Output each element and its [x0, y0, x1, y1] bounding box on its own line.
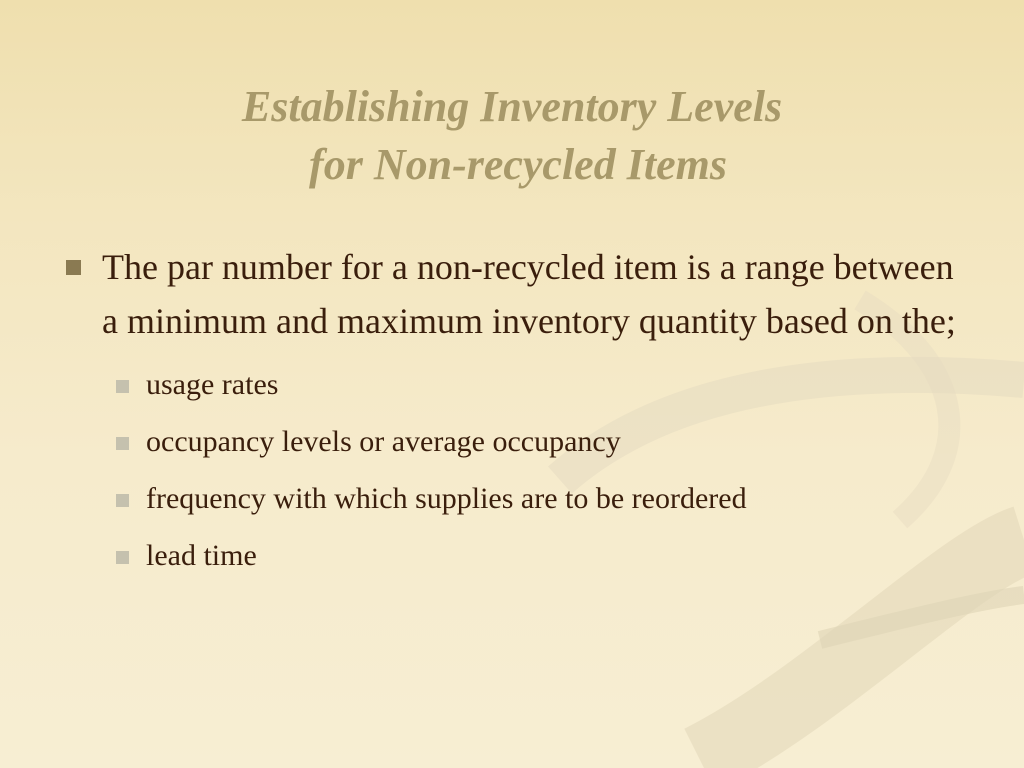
sub-bullet-item	[116, 527, 960, 584]
square-bullet-icon	[116, 437, 129, 450]
square-bullet-icon	[116, 494, 129, 507]
square-bullet-icon	[66, 260, 81, 275]
sub-bullet-item	[116, 356, 960, 413]
slide-title	[0, 78, 1024, 194]
sub-bullet-text: frequency with which supplies are to be reordered	[146, 482, 747, 515]
sub-bullet-text: occupancy levels or average occupancy	[146, 425, 621, 458]
sub-bullet-list	[60, 356, 960, 584]
sub-bullet-item	[116, 470, 960, 527]
slide-title-line-2: for Non-recycled Items	[309, 140, 727, 189]
main-bullet-text: The par number for a non-recycled item is a range between a minimum and maximum inventory quantity based on the;	[102, 247, 956, 341]
slide-body	[60, 240, 960, 584]
sub-bullet-text: lead time	[146, 539, 257, 572]
square-bullet-icon	[116, 380, 129, 393]
sub-bullet-item	[116, 413, 960, 470]
sub-bullet-text: usage rates	[146, 368, 279, 401]
square-bullet-icon	[116, 551, 129, 564]
main-bullet-item	[60, 240, 960, 348]
slide-title-line-1: Establishing Inventory Levels	[241, 82, 783, 131]
